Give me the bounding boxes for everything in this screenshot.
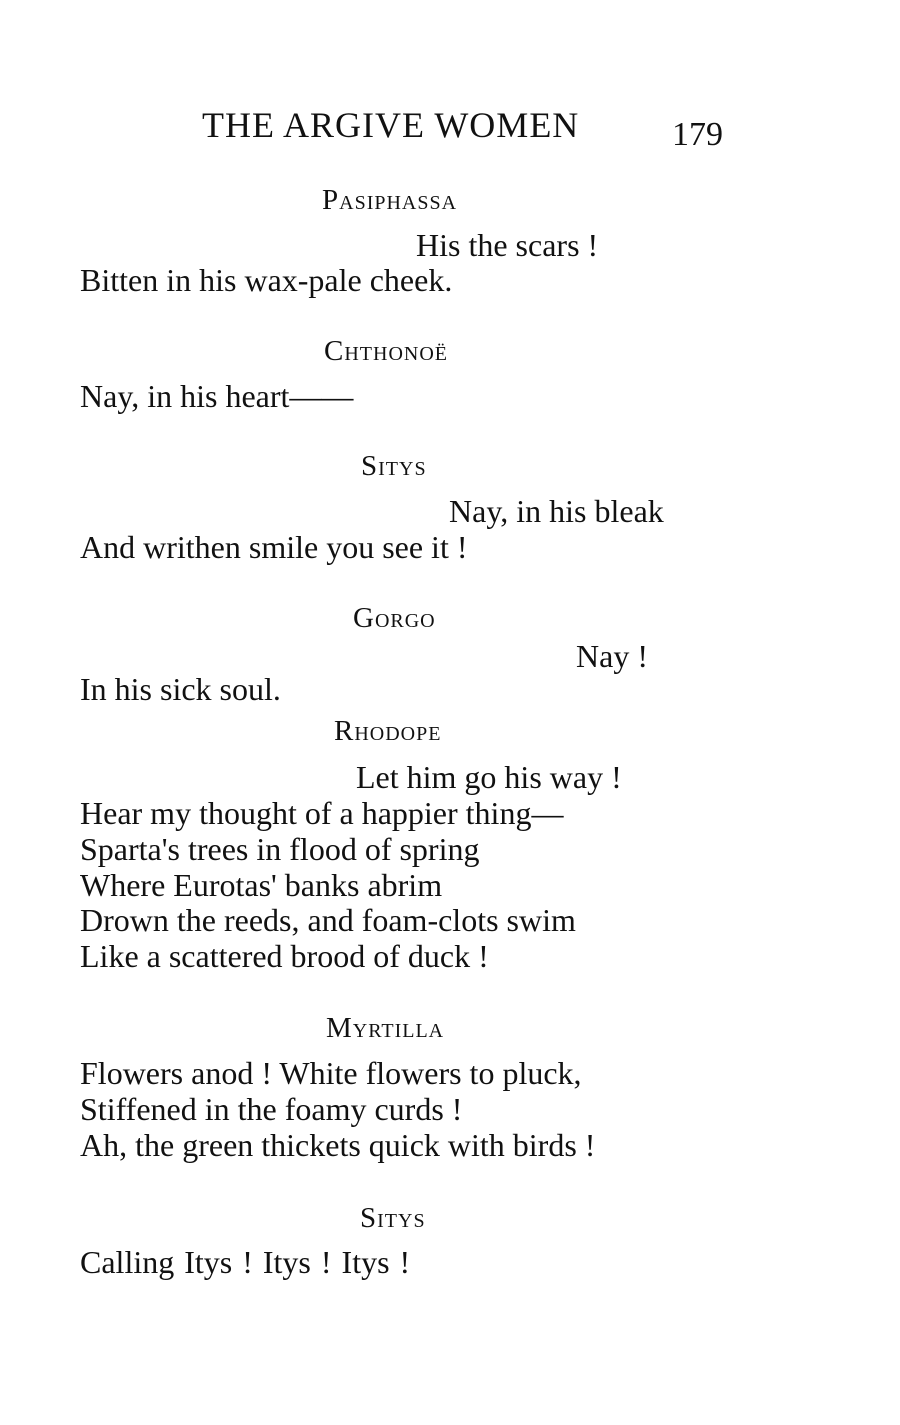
verse-line: Like a scattered brood of duck !	[80, 938, 489, 974]
speaker-name: Sitys	[361, 450, 427, 482]
page-number: 179	[672, 116, 723, 153]
verse-line: In his sick soul.	[80, 671, 281, 707]
running-title: THE ARGIVE WOMEN	[202, 105, 580, 145]
verse-line: Ah, the green thickets quick with birds !	[80, 1127, 596, 1163]
verse-line: Flowers anod ! White flowers to pluck,	[80, 1055, 582, 1091]
verse-line: Nay, in his heart——	[80, 378, 354, 414]
speaker-name: Sitys	[360, 1202, 426, 1234]
verse-line: Hear my thought of a happier thing—	[80, 795, 564, 831]
speaker-name: Rhodope	[334, 715, 442, 747]
verse-line: Sparta's trees in flood of spring	[80, 831, 480, 867]
verse-line: Where Eurotas' banks abrim	[80, 867, 443, 903]
verse-line: Stiffened in the foamy curds !	[80, 1091, 463, 1127]
speaker-name: Pasiphassa	[322, 184, 458, 216]
speaker-name: Myrtilla	[326, 1012, 445, 1044]
verse-line: Calling Itys ! Itys ! Itys !	[80, 1244, 411, 1280]
speaker-name: Chthonoë	[324, 335, 448, 367]
speaker-name: Gorgo	[353, 602, 436, 634]
verse-line: And writhen smile you see it !	[80, 529, 468, 565]
verse-line: Bitten in his wax-pale cheek.	[80, 262, 453, 298]
verse-line: His the scars !	[416, 227, 599, 263]
verse-line: Let him go his way !	[356, 759, 622, 795]
verse-line: Nay, in his bleak	[449, 493, 664, 529]
verse-line: Drown the reeds, and foam-clots swim	[80, 902, 576, 938]
verse-line: Nay !	[576, 638, 648, 674]
